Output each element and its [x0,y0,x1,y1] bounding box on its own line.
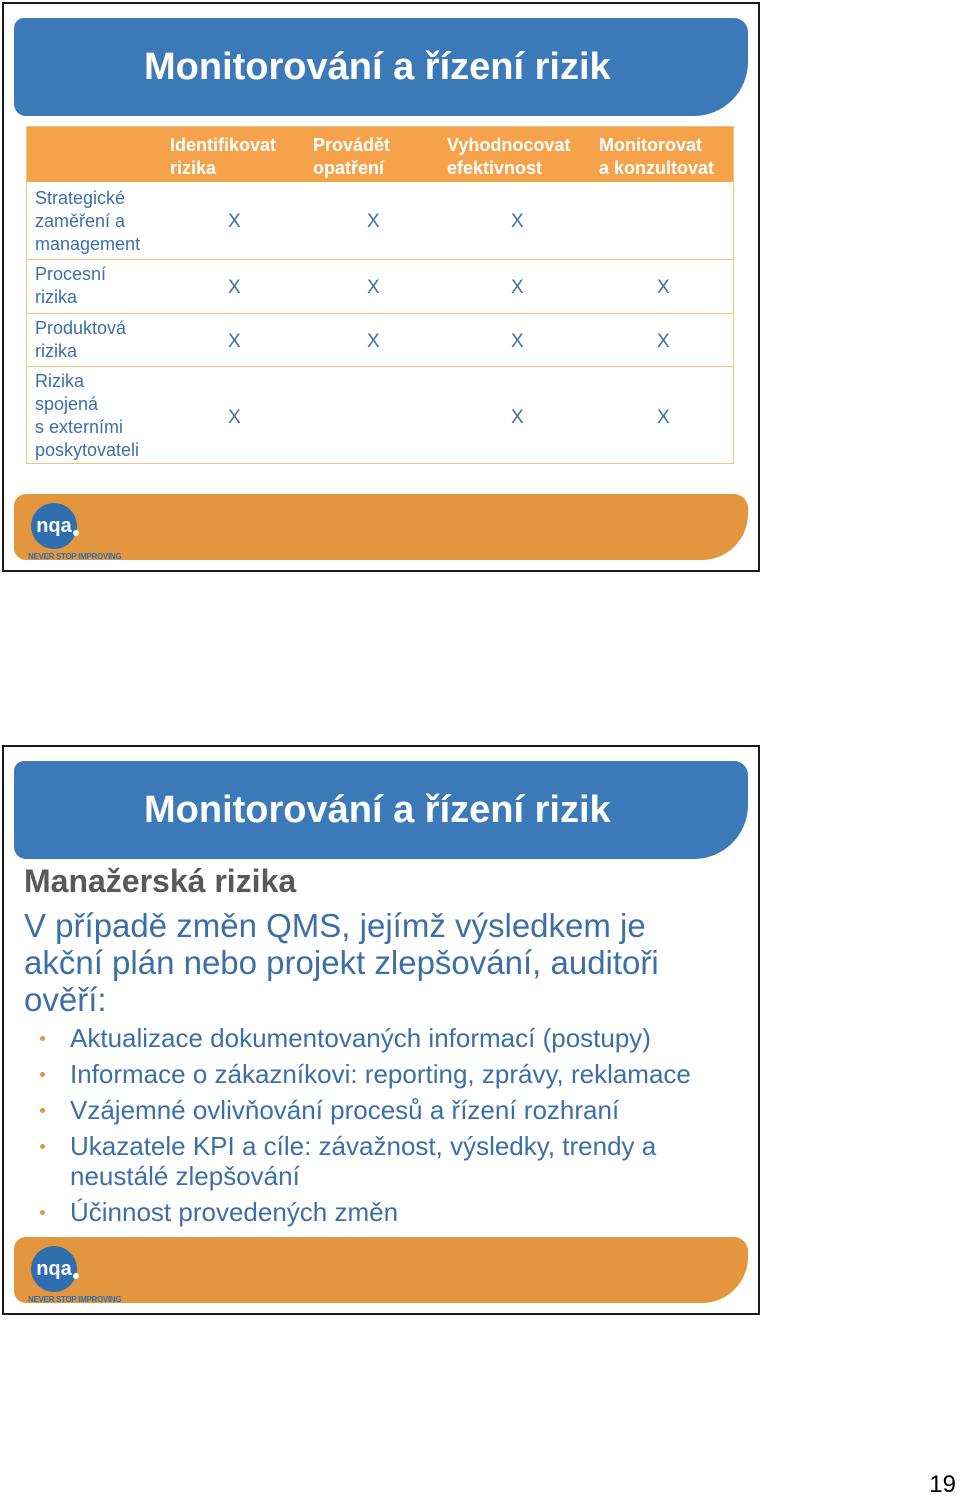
mark-execute: X [367,331,380,352]
list-item: Aktualizace dokumentovaných informací (postupy) [34,1023,754,1053]
mark-monitor: X [657,331,670,352]
bullet-list [34,1023,754,1233]
mark-monitor: X [657,407,670,428]
list-item: Ukazatele KPI a cíle: závažnost, výsledky, trendy a neustálé zlepšování [34,1131,754,1191]
section-heading: Manažerská rizika [24,863,297,899]
header-evaluate: Vyhodnocovat efektivnost [447,135,571,178]
table-row [27,182,733,259]
row-label: Produktová rizika [35,318,127,361]
slide-2 [2,745,760,1315]
logo-tagline: NEVER STOP IMPROVING [28,552,122,561]
table-row [27,366,733,463]
mark-identify: X [228,277,241,298]
row-label: Procesní rizika [35,264,107,307]
list-item: Účinnost provedených změn [34,1197,754,1227]
slide-2-title: Monitorování a řízení rizik [14,761,748,859]
mark-evaluate: X [511,331,524,352]
slide-1 [2,2,760,572]
mark-evaluate: X [511,211,524,232]
nqa-logo [26,500,126,564]
bullet-icon [40,1210,45,1215]
list-item: Informace o zákazníkovi: reporting, zprávy, reklamace [34,1059,754,1089]
list-item: Vzájemné ovlivňování procesů a řízení rozhraní [34,1095,754,1125]
table-row [27,313,733,366]
mark-identify: X [228,211,241,232]
bullet-icon [40,1144,45,1149]
mark-identify: X [228,331,241,352]
table-header [27,127,733,182]
row-label: Strategické zaměření a management [35,188,141,254]
mark-monitor: X [657,277,670,298]
header-monitor: Monitorovat a konzultovat [599,135,715,178]
mark-evaluate: X [511,407,524,428]
slide-1-title: Monitorování a řízení rizik [14,18,748,116]
table-row [27,259,733,313]
mark-execute: X [367,277,380,298]
logo-mark: nqa [31,1246,77,1292]
bullet-icon [40,1108,45,1113]
mark-identify: X [228,407,241,428]
header-identify: Identifikovat rizika [170,135,277,178]
risk-table [26,126,734,464]
header-execute: Provádět opatření [313,135,391,178]
logo-tagline: NEVER STOP IMPROVING [28,1295,122,1304]
row-label: Rizika spojená s externími poskytovateli [35,371,140,460]
logo-mark: nqa [31,503,77,549]
intro-text: V případě změn QMS, jejímž výsledkem je akční plán nebo projekt zlepšování, auditoři ověří: [24,907,659,1018]
mark-evaluate: X [511,277,524,298]
page-number: 19 [929,1471,956,1498]
nqa-logo [26,1243,126,1307]
mark-execute: X [367,211,380,232]
bullet-icon [40,1036,45,1041]
bullet-icon [40,1072,45,1077]
